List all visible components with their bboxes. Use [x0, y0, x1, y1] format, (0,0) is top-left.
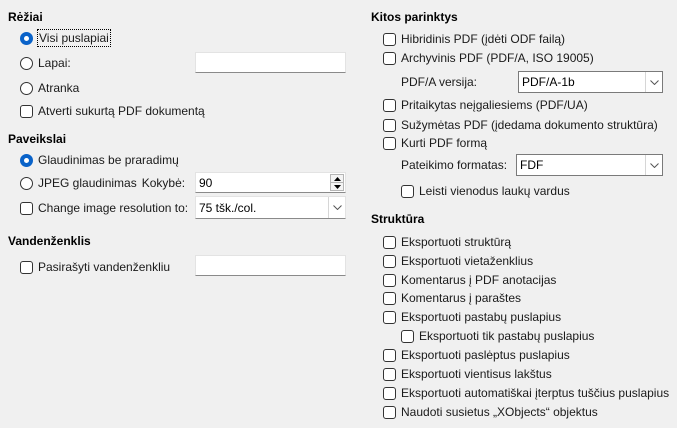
structure-item-hidden-pages[interactable]	[383, 346, 570, 364]
checkbox-icon[interactable]	[20, 261, 33, 274]
checkbox-icon[interactable]	[383, 255, 396, 268]
structure-item-label: Komentarus į PDF anotacijas	[401, 273, 557, 287]
pages-input[interactable]	[195, 52, 346, 73]
archive-label: Archyvinis PDF (PDF/A, ISO 19005)	[401, 51, 594, 65]
checkbox-icon[interactable]	[383, 119, 396, 132]
structure-item-only-notes-pages[interactable]	[401, 327, 594, 345]
structure-item-label: Eksportuoti struktūrą	[401, 235, 512, 249]
checkbox-icon[interactable]	[383, 33, 396, 46]
ua-checkbox[interactable]	[383, 96, 588, 114]
resolution-combobox[interactable]	[195, 196, 346, 219]
pdfa-version-value: PDF/A-1b	[522, 75, 575, 89]
checkbox-icon[interactable]	[383, 387, 396, 400]
tagged-checkbox[interactable]	[383, 116, 658, 134]
chevron-down-icon[interactable]	[645, 155, 662, 175]
radio-jpeg[interactable]	[20, 174, 185, 192]
watermark-input[interactable]	[195, 255, 346, 276]
structure-item-label: Eksportuoti vientisus lakštus	[401, 367, 552, 381]
duplicate-names-checkbox[interactable]	[401, 182, 570, 200]
checkbox-icon[interactable]	[383, 349, 396, 362]
lossless-label: Glaudinimas be praradimų	[38, 153, 179, 167]
images-heading: Paveikslai	[8, 132, 67, 146]
structure-item-label: Eksportuoti paslėptus puslapius	[401, 348, 570, 362]
radio-icon[interactable]	[20, 57, 33, 70]
structure-item-label: Eksportuoti vietaženklius	[401, 254, 534, 268]
structure-item-label: Naudoti susietus „XObjects“ objektus	[401, 405, 598, 419]
checkbox-icon[interactable]	[20, 105, 33, 118]
jpeg-label: JPEG glaudinimas	[38, 176, 137, 190]
structure-item-export-structure[interactable]	[383, 233, 511, 251]
submit-format-label: Pateikimo formatas:	[401, 158, 508, 172]
radio-icon[interactable]	[20, 177, 33, 190]
structure-item-blank-pages[interactable]	[383, 384, 669, 402]
pdfa-version-combobox[interactable]	[518, 71, 663, 93]
structure-item-export-bookmarks[interactable]	[383, 252, 533, 270]
quality-spinner[interactable]	[330, 174, 344, 191]
all-pages-label: Visi puslapiai	[39, 31, 109, 45]
arrow-down-icon	[334, 185, 341, 189]
checkbox-icon[interactable]	[383, 311, 396, 324]
quality-spinbox[interactable]	[195, 172, 346, 193]
hybrid-label: Hibridinis PDF (įdėti ODF failą)	[401, 32, 566, 46]
structure-item-comments-margin[interactable]	[383, 289, 521, 307]
checkbox-icon[interactable]	[383, 292, 396, 305]
structure-item-label: Eksportuoti pastabų puslapius	[401, 310, 562, 324]
selection-label: Atranka	[38, 81, 80, 95]
structure-item-xobjects[interactable]	[383, 403, 598, 421]
submit-format-combobox[interactable]	[516, 154, 663, 176]
hybrid-checkbox[interactable]	[383, 30, 565, 48]
checkbox-icon[interactable]	[20, 202, 33, 215]
structure-item-notes-pages[interactable]	[383, 308, 561, 326]
radio-selected-icon[interactable]	[20, 154, 33, 167]
open-after-checkbox[interactable]	[20, 102, 205, 120]
radio-lossless[interactable]	[20, 151, 179, 169]
checkbox-icon[interactable]	[383, 274, 396, 287]
resolution-label: Change image resolution to:	[38, 201, 189, 215]
submit-format-row	[401, 156, 507, 174]
checkbox-icon[interactable]	[383, 236, 396, 249]
resolution-value: 75 tšk./col.	[199, 200, 257, 215]
structure-item-comments-annotations[interactable]	[383, 271, 556, 289]
form-checkbox[interactable]	[383, 134, 487, 152]
watermark-label: Pasirašyti vandenženkliu	[38, 260, 171, 274]
checkbox-icon[interactable]	[383, 406, 396, 419]
checkbox-icon[interactable]	[383, 137, 396, 150]
quality-value: 90	[199, 175, 213, 190]
chevron-down-icon[interactable]	[645, 72, 662, 92]
tagged-label: Sužymėtas PDF (įdedama dokumento struktūra)	[401, 118, 658, 132]
form-label: Kurti PDF formą	[401, 136, 488, 150]
general-heading: Kitos parinktys	[371, 10, 458, 24]
radio-all-pages[interactable]	[20, 29, 110, 47]
pdfa-version-label: PDF/A versija:	[401, 75, 478, 89]
resolution-checkbox[interactable]	[20, 199, 188, 217]
structure-item-label: Komentarus į paraštes	[401, 291, 522, 305]
submit-format-value: FDF	[520, 158, 544, 172]
arrow-up-icon	[334, 177, 341, 181]
range-heading: Rėžiai	[8, 10, 43, 24]
spin-down-button[interactable]	[331, 183, 343, 190]
open-after-label: Atverti sukurtą PDF dokumentą	[38, 104, 205, 118]
archive-checkbox[interactable]	[383, 49, 594, 67]
radio-pages[interactable]	[20, 54, 71, 72]
quality-label: Kokybė:	[141, 176, 186, 190]
watermark-heading: Vandenženklis	[8, 234, 91, 248]
radio-selection[interactable]	[20, 79, 79, 97]
spin-up-button[interactable]	[331, 175, 343, 183]
checkbox-icon[interactable]	[383, 99, 396, 112]
pdfa-version-row	[401, 73, 477, 91]
checkbox-icon[interactable]	[401, 185, 414, 198]
radio-icon[interactable]	[20, 82, 33, 95]
checkbox-icon[interactable]	[383, 368, 396, 381]
structure-item-label: Eksportuoti tik pastabų puslapius	[419, 329, 595, 343]
pages-label: Lapai:	[38, 56, 71, 70]
checkbox-icon[interactable]	[401, 330, 414, 343]
checkbox-icon[interactable]	[383, 52, 396, 65]
structure-item-label: Eksportuoti automatiškai įterptus tuščius puslapius	[401, 386, 670, 400]
duplicate-names-label: Leisti vienodus laukų vardus	[419, 184, 570, 198]
structure-heading: Struktūra	[371, 212, 425, 226]
watermark-checkbox[interactable]	[20, 258, 170, 276]
ua-label: Pritaikytas neįgaliesiems (PDF/UA)	[401, 98, 588, 112]
structure-item-full-sheets[interactable]	[383, 365, 552, 383]
chevron-down-icon[interactable]	[328, 197, 345, 218]
radio-selected-icon[interactable]	[20, 32, 33, 45]
